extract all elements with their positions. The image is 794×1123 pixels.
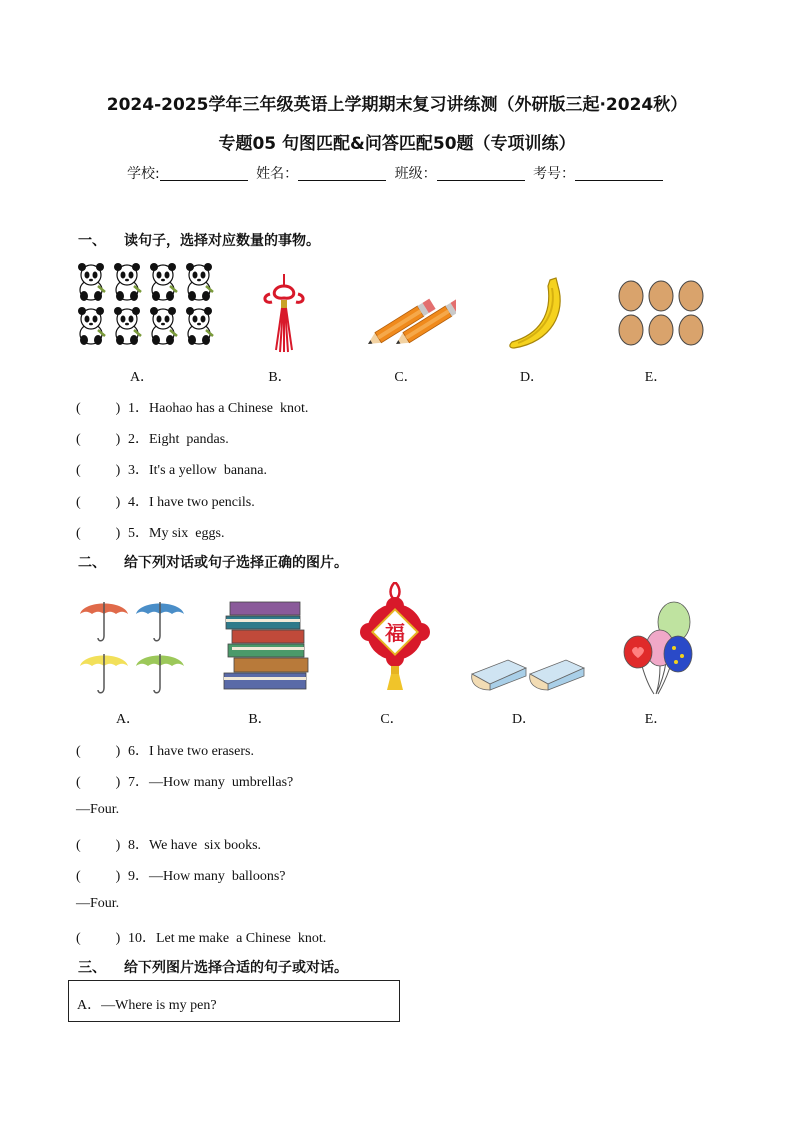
option-label-d: D． [519,370,545,385]
question-8 [76,834,261,854]
fu-character: 福 [385,621,405,645]
option-label-c: C． [380,712,404,727]
question-7 [76,771,293,791]
answer-blank[interactable]: ( ) [76,931,121,946]
exam-no-blank[interactable] [575,166,663,181]
question-5 [76,522,224,542]
option-label-a: A． [129,370,155,385]
section1-heading [78,230,320,250]
question-text: 2．Eight pandas. [128,432,229,447]
section2-heading [78,552,348,572]
answer-blank[interactable]: ( ) [76,432,121,447]
question-4 [76,491,255,511]
question-9-answer: —Four. [76,896,120,911]
question-text: 3．It's a yellow banana. [128,463,267,478]
question-text: 5．My six eggs. [128,526,225,541]
section1-number: 一、 [78,233,106,249]
egg-icon [618,280,704,346]
question-1 [76,397,308,417]
question-10 [76,927,326,947]
option-label-b: B． [268,370,292,385]
class-label: 班级： [394,166,437,182]
option-label-a: A． [115,712,141,727]
question-text: 9．—How many balloons? [128,869,286,884]
option-label-b: B． [248,712,272,727]
option-a-text: A．—Where is my pen? [77,998,217,1013]
student-info-line [0,163,794,183]
question-text: 6．I have two erasers. [128,744,254,759]
page-title: 2024-2025学年三年级英语上学期期末复习讲练测（外研版三起·2024秋） [106,95,688,115]
pencil-icon [366,296,456,348]
chinese-knot-icon [262,274,306,354]
option-label-c: C． [394,370,418,385]
answer-blank[interactable]: ( ) [76,495,121,510]
panda-icon [74,260,220,348]
balloon-icon [620,600,696,696]
question-text: 1．Haohao has a Chinese knot. [128,401,309,416]
question-6 [76,740,254,760]
section3-heading [78,957,348,977]
option-box-a [68,980,400,1022]
question-text: 7．—How many umbrellas? [128,775,294,790]
question-2 [76,428,229,448]
answer-blank[interactable]: ( ) [76,775,121,790]
school-blank[interactable] [160,166,248,181]
question-text: 8．We have six books. [128,838,262,853]
question-7-answer: —Four. [76,802,120,817]
option-label-d: D． [511,712,537,727]
section3-number: 三、 [78,960,106,976]
name-blank[interactable] [298,166,386,181]
section2-instruction: 给下列对话或句子选择正确的图片。 [124,555,348,571]
question-text: 4．I have two pencils. [128,495,255,510]
section2-number: 二、 [78,555,106,571]
school-label: 学校: [126,166,160,182]
name-label: 姓名： [256,166,299,182]
option-label-e: E． [644,712,668,727]
exam-no-label: 考号： [533,166,576,182]
option-label-e: E． [644,370,668,385]
answer-blank[interactable]: ( ) [76,838,121,853]
question-9 [76,865,285,885]
question-3 [76,459,267,479]
banana-icon [506,276,566,352]
answer-blank[interactable]: ( ) [76,869,121,884]
answer-blank[interactable]: ( ) [76,526,121,541]
section1-instruction: 读句子，选择对应数量的事物。 [124,233,320,249]
answer-blank[interactable]: ( ) [76,744,121,759]
page-subtitle: 专题05 句图匹配&问答匹配50题（专项训练） [218,134,576,154]
books-icon [220,600,312,694]
section3-instruction: 给下列图片选择合适的句子或对话。 [124,960,348,976]
umbrella-icon [80,598,186,696]
class-blank[interactable] [437,166,525,181]
answer-blank[interactable]: ( ) [76,401,121,416]
eraser-icon [468,646,588,692]
answer-blank[interactable]: ( ) [76,463,121,478]
question-text: 10．Let me make a Chinese knot. [128,931,327,946]
